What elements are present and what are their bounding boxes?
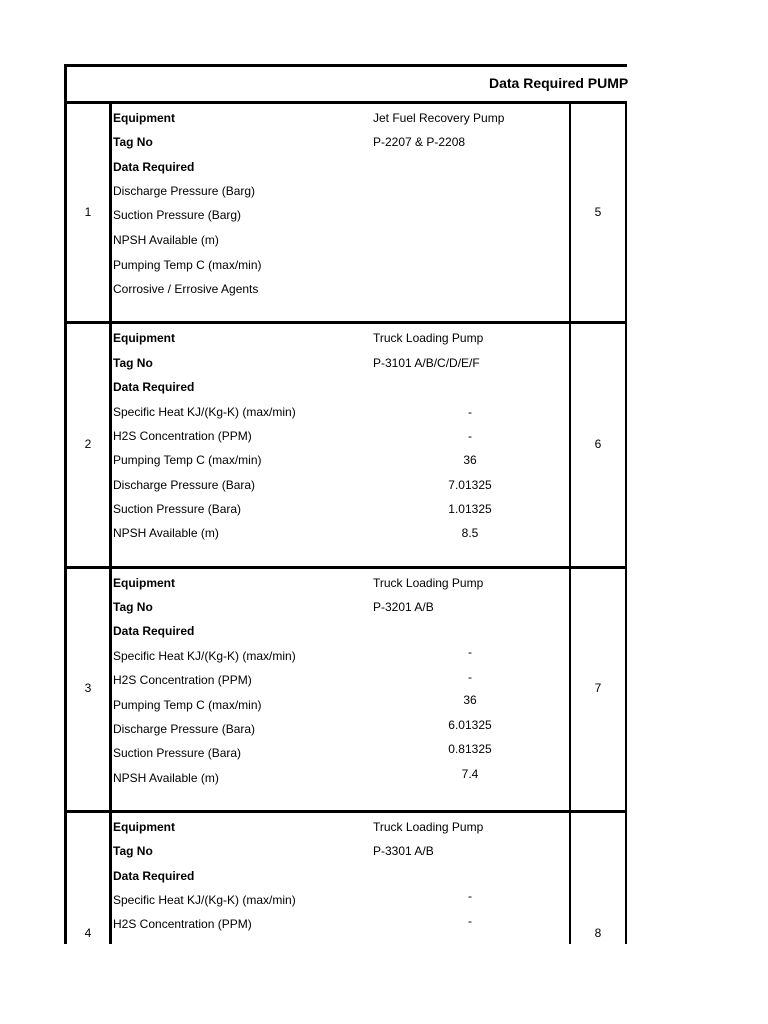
row-label: Discharge Pressure (Barg) (113, 184, 256, 198)
row-value: 36 (463, 453, 477, 467)
row-label: H2S Concentration (PPM) (113, 917, 252, 931)
row-value: 7.4 (461, 767, 479, 781)
row-label: Equipment (113, 820, 175, 834)
row-label: Discharge Pressure (Bara) (113, 478, 256, 492)
row-label: Suction Pressure (Bara) (113, 746, 242, 760)
row-label: Equipment (113, 331, 175, 345)
row-label: Tag No (113, 844, 153, 858)
row-value: P-2207 & P-2208 (373, 135, 466, 149)
row-value: P-3301 A/B (373, 844, 434, 858)
row-label: Specific Heat KJ/(Kg-K) (max/min) (113, 893, 296, 907)
row-label: Tag No (113, 135, 153, 149)
row-value: 1.01325 (448, 502, 492, 516)
row-value: - (468, 429, 472, 443)
row-label: Suction Pressure (Bara) (113, 502, 242, 516)
row-value: Truck Loading Pump (373, 820, 484, 834)
row-label: Data Required (113, 624, 195, 638)
row-label: Tag No (113, 600, 153, 614)
row-value: - (468, 645, 472, 659)
row-label: Data Required (113, 869, 195, 883)
row-label: Corrosive / Errosive Agents (113, 282, 259, 296)
column-divider-2 (569, 101, 571, 944)
row-value: 7.01325 (448, 478, 492, 492)
row-value: Truck Loading Pump (373, 576, 484, 590)
group-number: 2 (84, 437, 92, 451)
row-value: - (468, 889, 472, 903)
row-label: Discharge Pressure (Bara) (113, 722, 256, 736)
group-right-number: 5 (594, 205, 602, 219)
group-right-number: 8 (594, 926, 602, 940)
row-label: Equipment (113, 576, 175, 590)
column-divider-1 (109, 101, 112, 944)
row-value: 36 (463, 693, 477, 707)
row-label: Pumping Temp C (max/min) (113, 698, 262, 712)
row-label: Data Required (113, 160, 195, 174)
group-divider-3 (64, 810, 627, 813)
row-label: Tag No (113, 356, 153, 370)
row-value: - (468, 670, 472, 684)
frame-top-border (64, 64, 627, 67)
row-label: H2S Concentration (PPM) (113, 429, 252, 443)
sheet-title: Data Required PUMP (489, 75, 629, 91)
row-label: H2S Concentration (PPM) (113, 673, 252, 687)
row-label: NPSH Available (m) (113, 526, 219, 540)
row-value: P-3201 A/B (373, 600, 434, 614)
row-label: Pumping Temp C (max/min) (113, 258, 262, 272)
row-label: Suction Pressure (Barg) (113, 208, 242, 222)
row-value: 6.01325 (448, 718, 492, 732)
row-label: NPSH Available (m) (113, 771, 219, 785)
row-label: Equipment (113, 111, 175, 125)
group-number: 1 (84, 205, 92, 219)
row-label: Pumping Temp C (max/min) (113, 453, 262, 467)
row-value: Truck Loading Pump (373, 331, 484, 345)
group-right-number: 7 (594, 681, 602, 695)
row-value: - (468, 914, 472, 928)
group-number: 3 (84, 681, 92, 695)
row-label: NPSH Available (m) (113, 233, 219, 247)
column-divider-3 (625, 101, 627, 944)
title-bottom-border (64, 101, 627, 104)
row-value: - (468, 405, 472, 419)
row-value: Jet Fuel Recovery Pump (373, 111, 505, 125)
row-label: Specific Heat KJ/(Kg-K) (max/min) (113, 649, 296, 663)
row-value: 0.81325 (448, 742, 492, 756)
group-number: 4 (84, 926, 92, 940)
group-divider-2 (64, 566, 627, 569)
group-divider-1 (64, 321, 627, 324)
row-label: Specific Heat KJ/(Kg-K) (max/min) (113, 405, 296, 419)
row-label: Data Required (113, 380, 195, 394)
row-value: P-3101 A/B/C/D/E/F (373, 356, 480, 370)
row-value: 8.5 (461, 526, 479, 540)
group-right-number: 6 (594, 437, 602, 451)
